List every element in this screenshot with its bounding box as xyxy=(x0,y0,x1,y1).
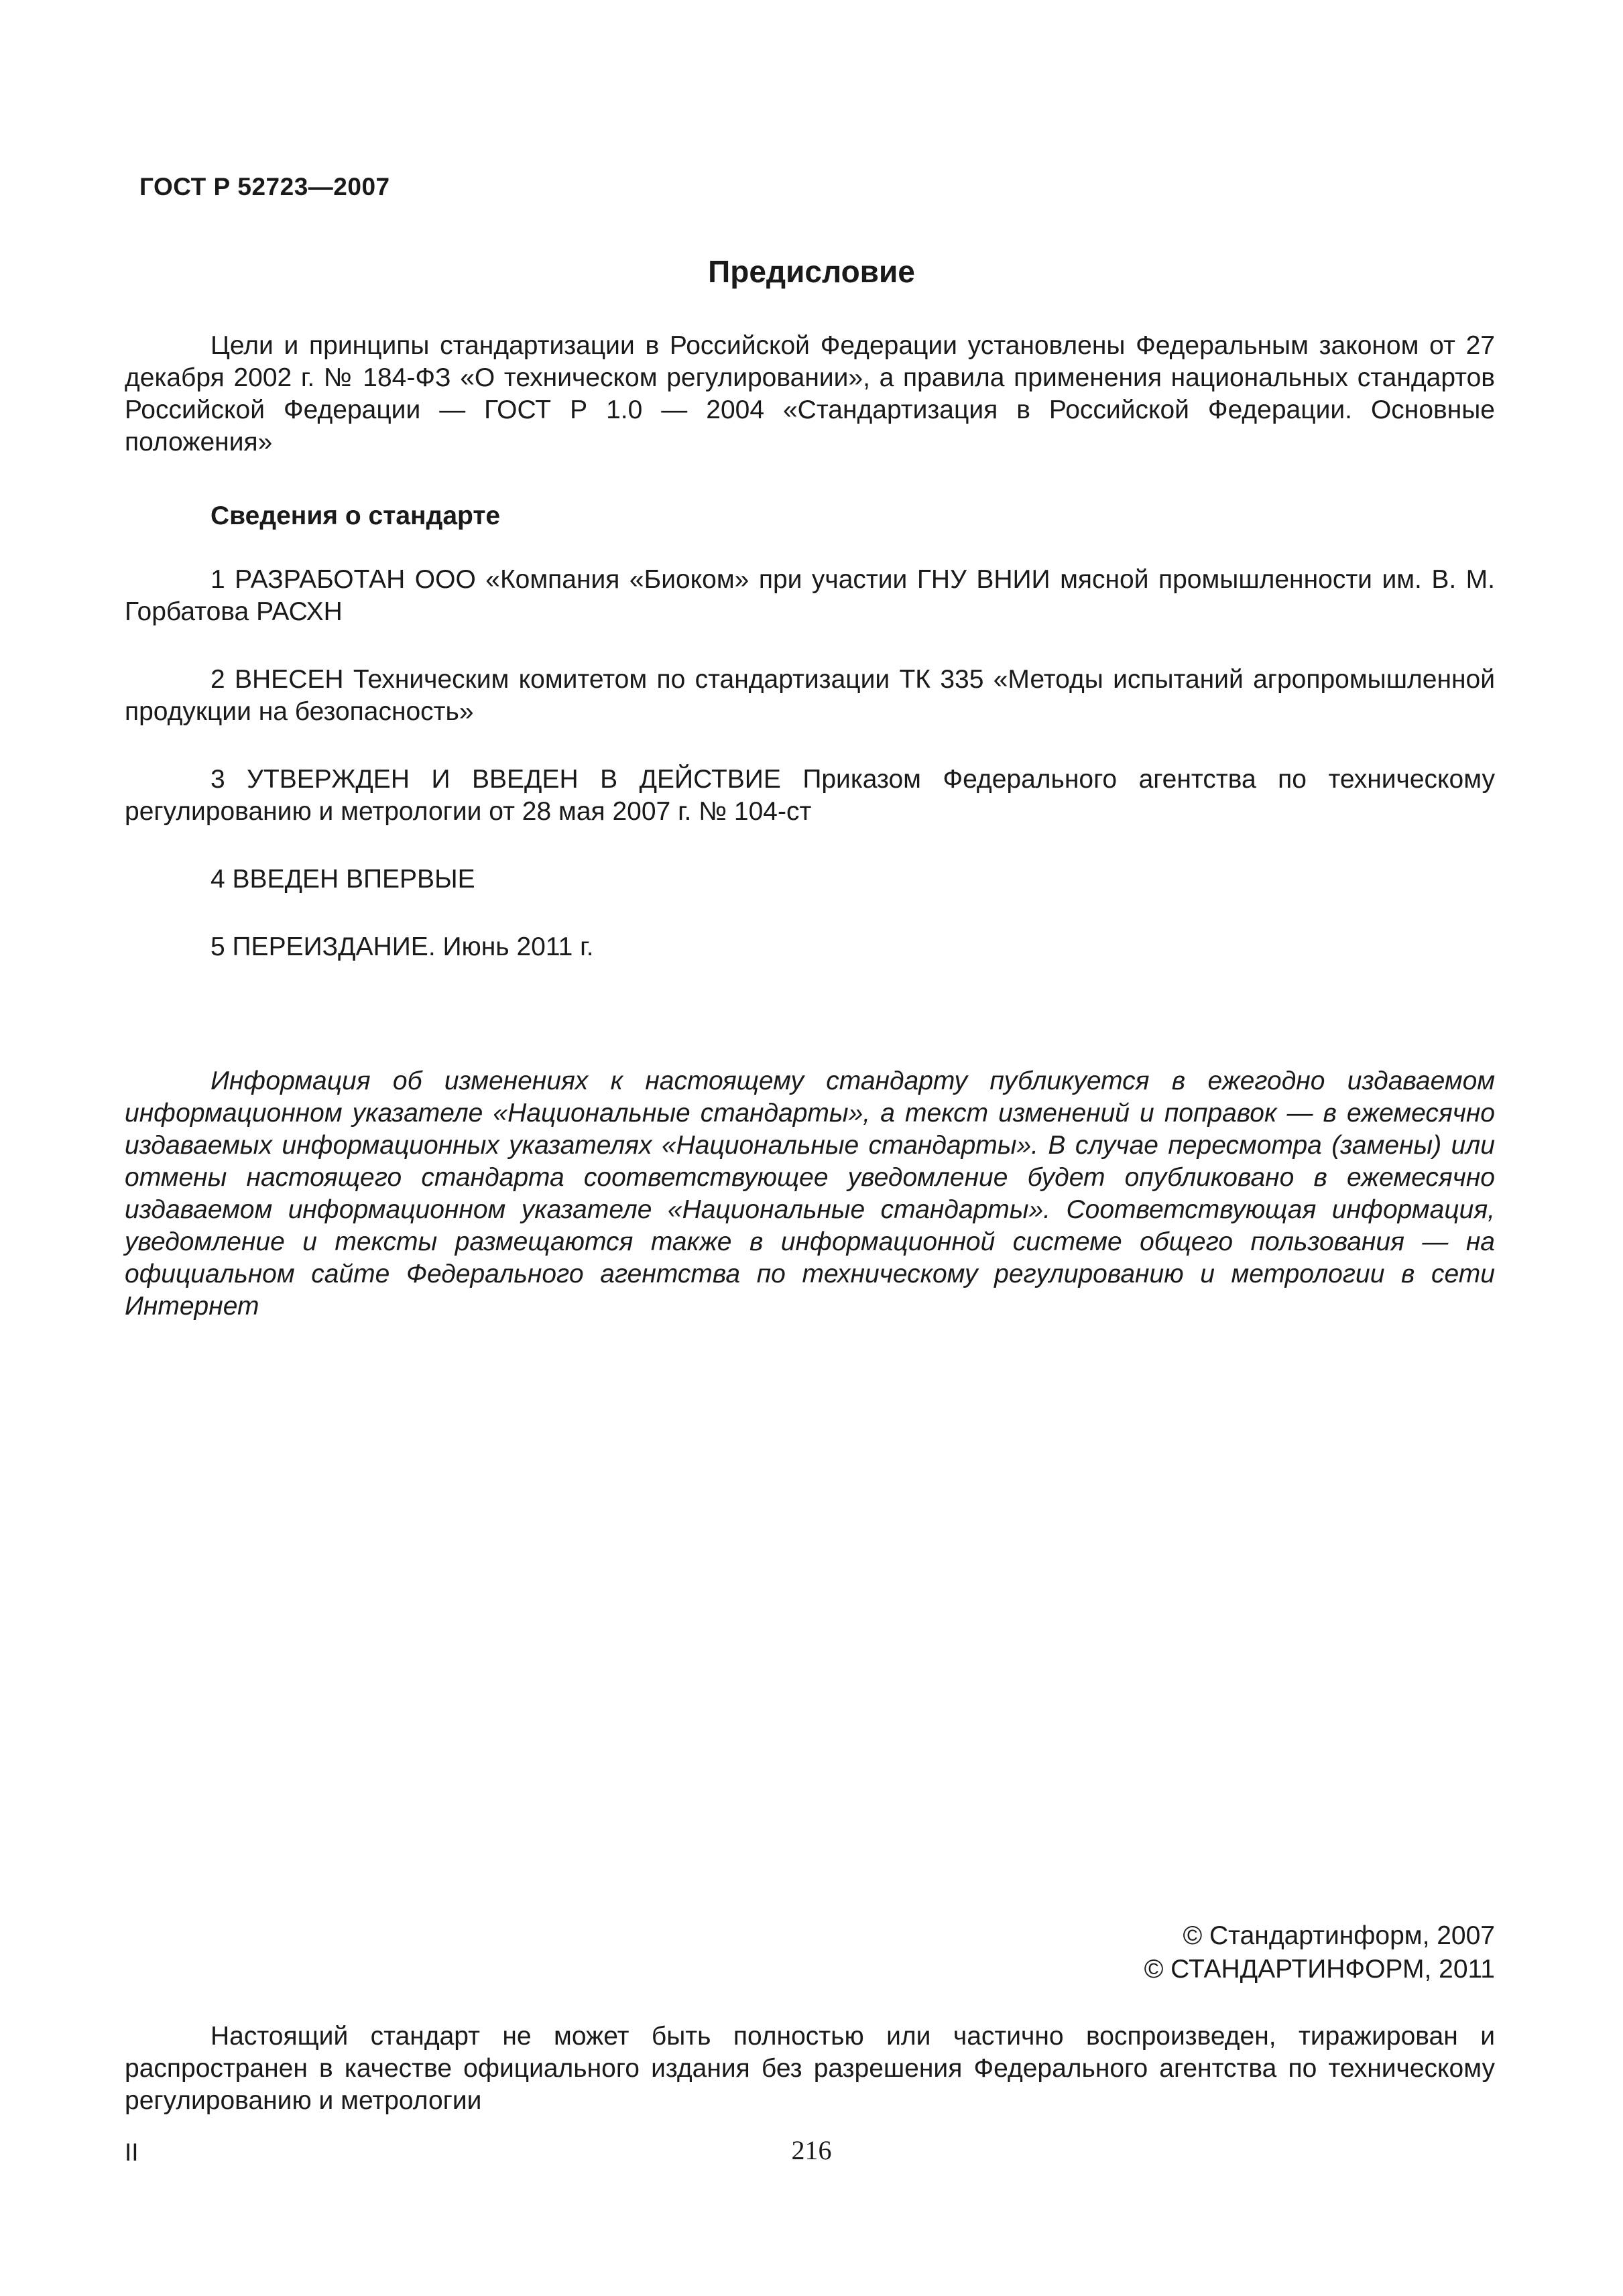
list-item xyxy=(125,564,1495,628)
list-item xyxy=(125,863,1495,896)
standard-info-item-3: 3 УТВЕРЖДЕН И ВВЕДЕН В ДЕЙСТВИЕ Приказом Федерального агентства по техническому регулированию и метрологии от 28 мая 2007 г. № 104-ст xyxy=(125,765,1495,826)
copyright-line-2011: © СТАНДАРТИНФОРМ, 2011 xyxy=(1144,1955,1495,1984)
copyright-block xyxy=(1144,1919,1495,1986)
standard-info-heading: Сведения о стандарте xyxy=(211,501,501,530)
standard-info-item-4: 4 ВВЕДЕН ВПЕРВЫЕ xyxy=(211,865,475,894)
intro-text: Цели и принципы стандартизации в Российской Федерации установлены Федеральным законом от 27 декабря 2002 г. № 184-ФЗ «О техническом регулировании», а правила применения национальных стандартов Российской Федерации — ГОСТ Р 1.0 — 2004 «Стандартизация в Российской Федерации. Основные положения» xyxy=(125,331,1495,457)
changes-info-text: Информация об изменениях к настоящему стандарту публикуется в ежегодно издаваемом информационном указателе «Национальные стандарты», а текст изменений и поправок — в ежемесячно издаваемых информационных указателях «Национальные стандарты». В случае пересмотра (замены) или отмены настоящего стандарта соответствующее уведомление будет опубликовано в ежемесячно издаваемом информационном указателе «Национальные стандарты». Соответствующая информация, уведомление и тексты размещаются также в информационной системе общего пользования — на официальном сайте Федерального агентства по техническому регулированию и метрологии в сети Интернет xyxy=(125,1067,1495,1321)
page-title: Предисловие xyxy=(708,254,915,289)
standard-info-item-2: 2 ВНЕСЕН Техническим комитетом по стандартизации ТК 335 «Методы испытаний агропромышленной продукции на безопасность» xyxy=(125,665,1495,726)
intro-paragraph xyxy=(125,330,1495,459)
copyright-line-2007: © Стандартинформ, 2007 xyxy=(1183,1921,1495,1950)
standard-info-item-5: 5 ПЕРЕИЗДАНИЕ. Июнь 2011 г. xyxy=(211,932,594,961)
page-number: 216 xyxy=(791,2135,832,2165)
document-code: ГОСТ Р 52723—2007 xyxy=(139,173,390,200)
changes-info-note xyxy=(125,1065,1495,1323)
list-item xyxy=(125,664,1495,728)
legal-note-text: Настоящий стандарт не может быть полностью или частично воспроизведен, тиражирован и распространен в качестве официального издания без разрешения Федерального агентства по техническому регулированию и метрологии xyxy=(125,2022,1495,2115)
standard-info-item-1: 1 РАЗРАБОТАН ООО «Компания «Биоком» при участии ГНУ ВНИИ мясной промышленности им. В. М. Горбатова РАСХН xyxy=(125,565,1495,626)
list-item xyxy=(125,764,1495,828)
legal-note xyxy=(125,2020,1495,2117)
list-item xyxy=(125,931,1495,963)
roman-page-number: II xyxy=(125,2138,139,2166)
